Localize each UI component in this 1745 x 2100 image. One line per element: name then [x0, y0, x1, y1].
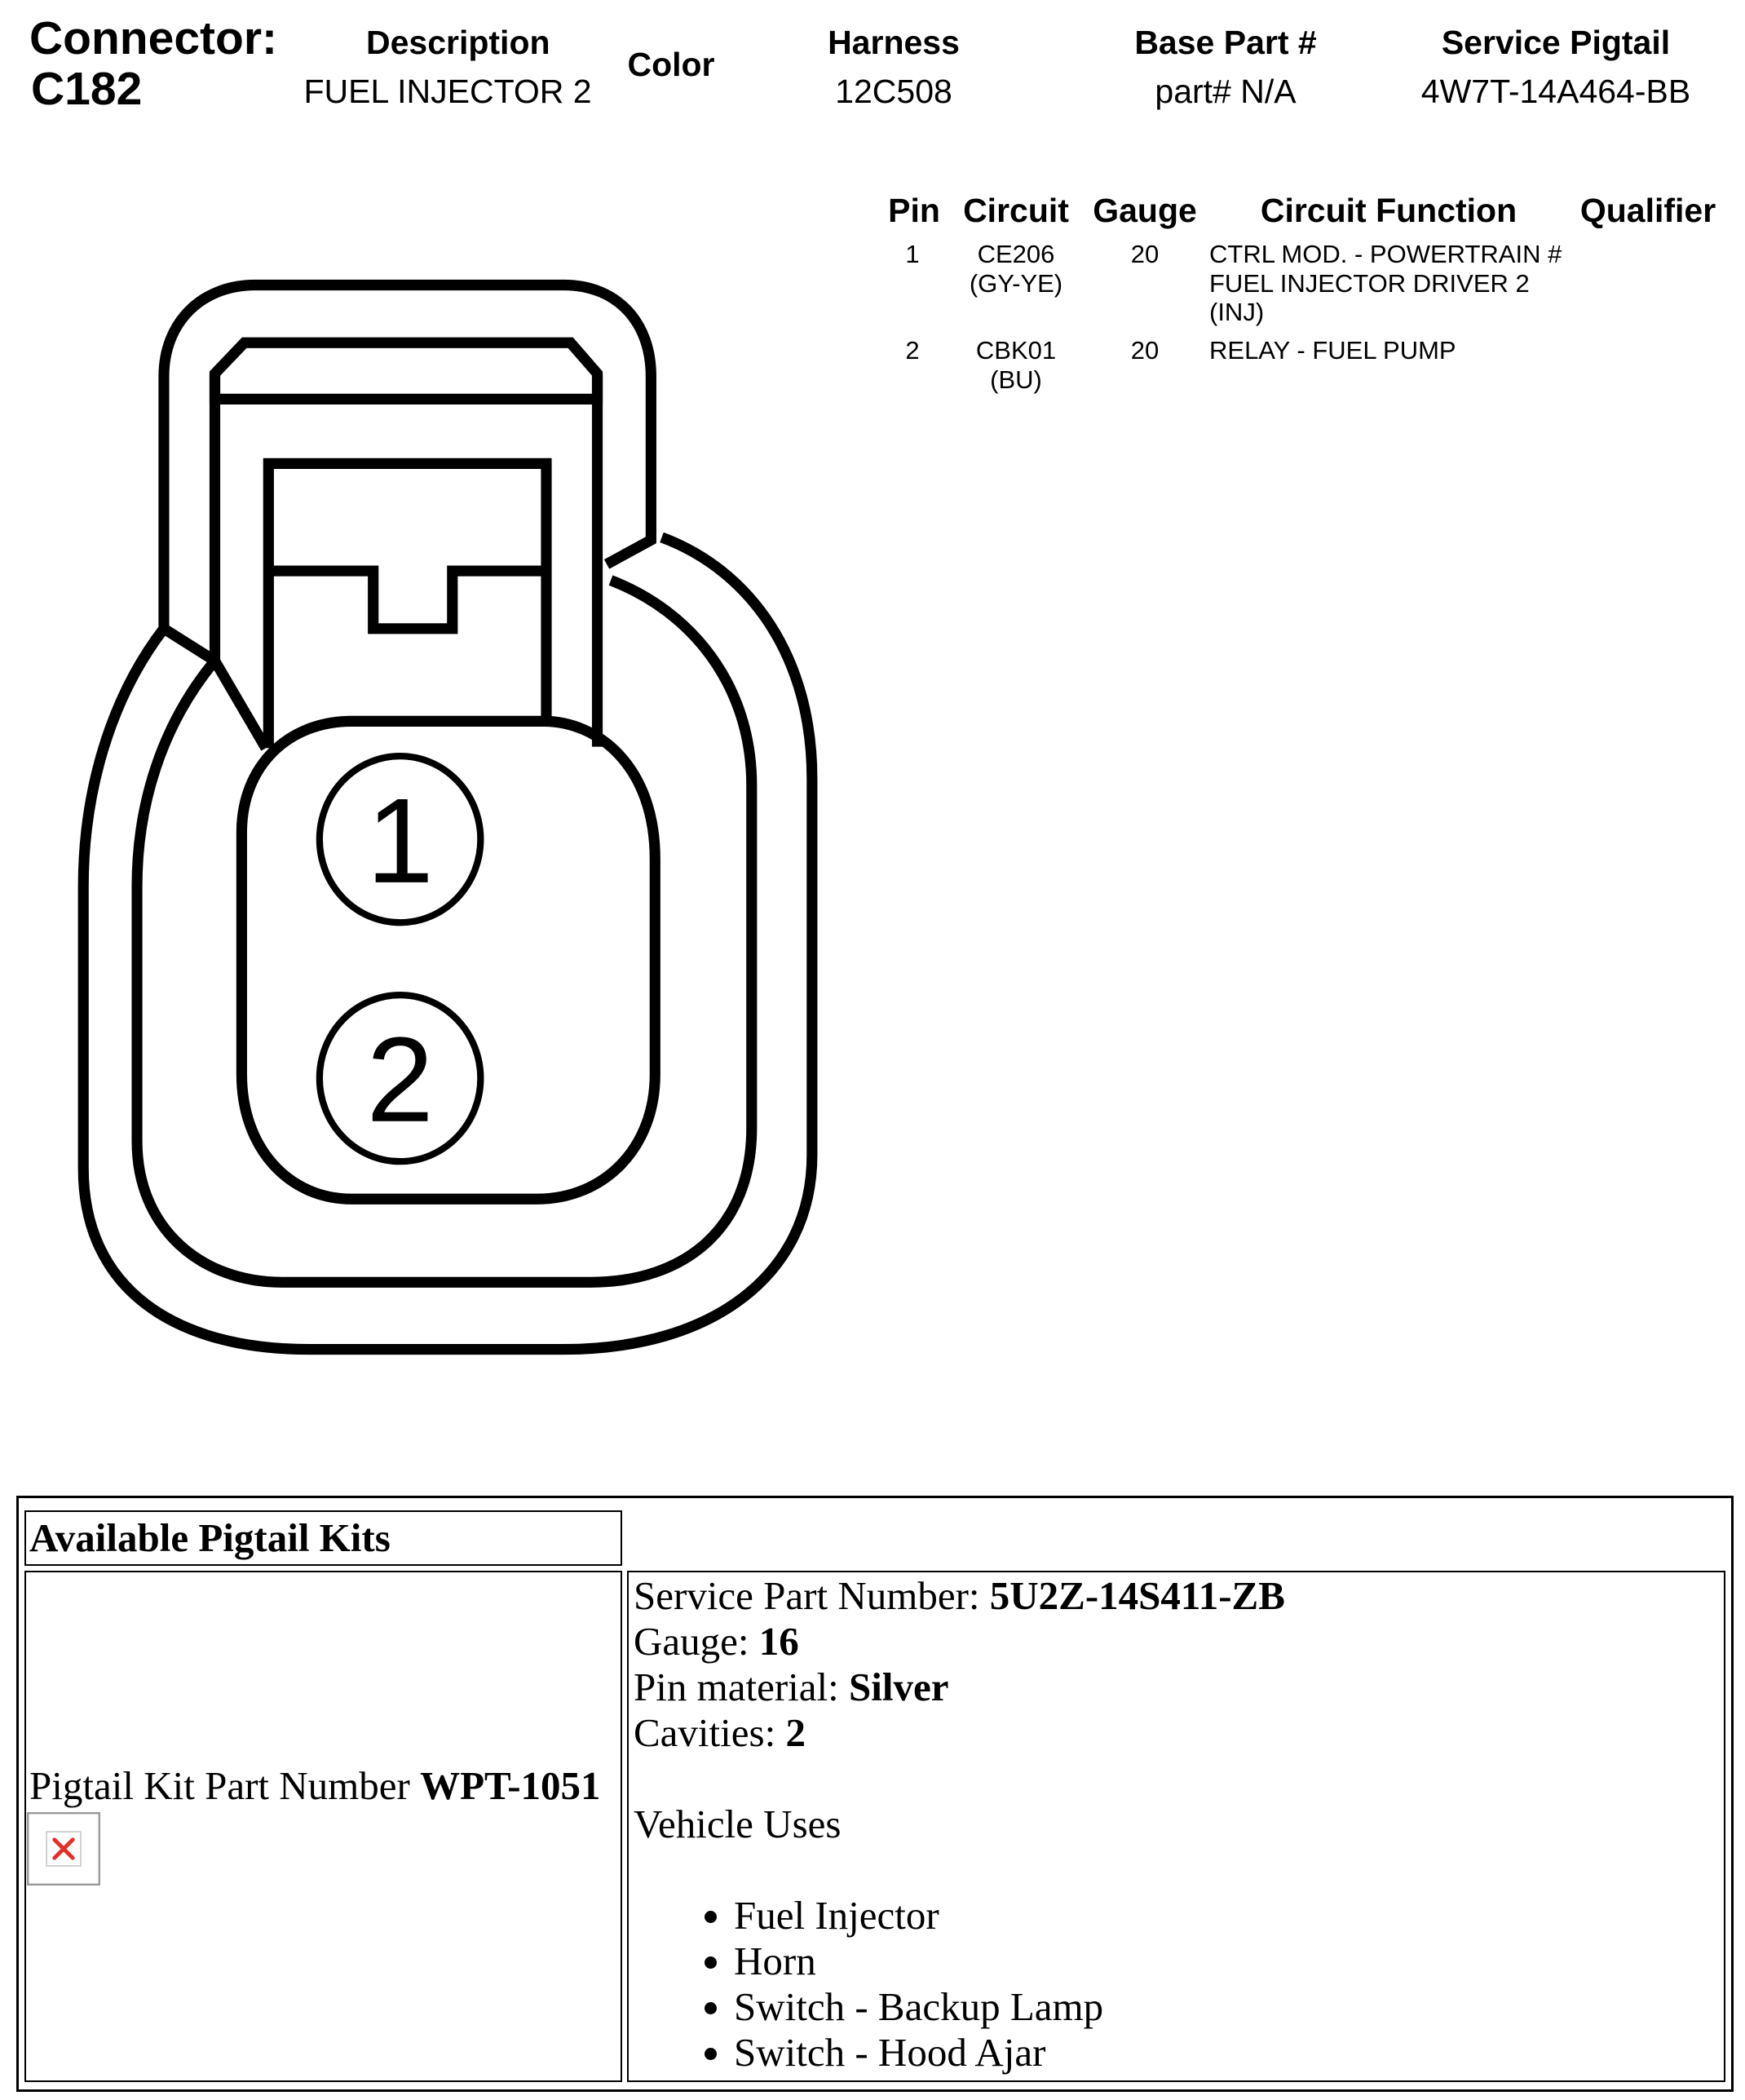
list-item: • Switch - Backup Lamp — [734, 1984, 1285, 2030]
color-label: Color — [627, 46, 715, 83]
gauge-value: 16 — [758, 1619, 799, 1664]
pigtail-kit-label: Pigtail Kit Part Number — [29, 1763, 410, 1808]
circuit-column-header: Circuit — [963, 192, 1069, 229]
pin-number: 1 — [905, 240, 920, 268]
base-part-value: part# N/A — [1155, 73, 1297, 110]
cavity-1-label: 1 — [366, 773, 434, 909]
vehicle-uses-heading: Vehicle Uses — [634, 1802, 842, 1846]
pin-column-header: Pin — [888, 192, 940, 229]
circuit-cell — [959, 240, 1073, 298]
circuit-function-line: RELAY - FUEL PUMP — [1209, 336, 1456, 365]
wire-color: (BU) — [990, 365, 1042, 394]
description-value: FUEL INJECTOR 2 — [303, 73, 592, 110]
description-label: Description — [366, 24, 550, 61]
list-item: • Horn — [734, 1939, 1285, 1984]
circuit-id: CE206 — [977, 240, 1055, 268]
shell-left-joint — [164, 629, 215, 661]
vehicle-uses-list — [634, 1893, 1285, 2076]
pigtail-kits-title-cell — [24, 1510, 622, 1566]
harness-value: 12C508 — [835, 73, 952, 110]
wire-color: (GY-YE) — [969, 268, 1063, 298]
harness-label: Harness — [828, 24, 960, 61]
list-item: • Switch - Hood Ajar — [734, 2030, 1285, 2076]
gauge-line — [634, 1619, 1285, 1665]
cavities-value: 2 — [785, 1710, 806, 1755]
service-pigtail-label: Service Pigtail — [1441, 24, 1671, 61]
pigtail-kits-title: Available Pigtail Kits — [29, 1515, 391, 1560]
gauge-label: Gauge: — [634, 1619, 749, 1664]
pigtail-kit-number: WPT-1051 — [420, 1763, 601, 1808]
service-part-label: Service Part Number: — [634, 1573, 980, 1618]
circuit-function-column-header: Circuit Function — [1260, 192, 1517, 229]
pigtail-kit-part-number — [29, 1763, 601, 1809]
latch-left-side — [214, 374, 266, 748]
latch-window — [268, 463, 546, 748]
cavity-insert — [241, 721, 655, 1199]
circuit-cell — [959, 336, 1073, 394]
circuit-function-line: CTRL MOD. - POWERTRAIN # — [1209, 240, 1562, 268]
cavity-2-label: 2 — [366, 1012, 434, 1147]
pigtail-spec-cell — [627, 1571, 1725, 2082]
pin-material-line — [634, 1665, 1285, 1710]
base-part-label: Base Part # — [1134, 24, 1317, 61]
circuit-function-cell — [1209, 240, 1562, 327]
broken-image-icon — [27, 1812, 100, 1886]
connector-face-diagram — [54, 255, 846, 1383]
connector-label: Connector: — [29, 12, 277, 64]
circuit-function-cell — [1209, 336, 1456, 365]
cavities-line — [634, 1710, 1285, 1756]
pin-material-value: Silver — [849, 1665, 949, 1709]
list-item: • Fuel Injector — [734, 1893, 1285, 1939]
connector-latch-cap — [164, 285, 651, 628]
latch-window-notch — [268, 571, 546, 629]
gauge-cell: 20 — [1130, 240, 1160, 268]
cavities-label: Cavities: — [634, 1710, 776, 1755]
gauge-cell: 20 — [1130, 336, 1160, 365]
connector-id: C182 — [31, 63, 143, 115]
circuit-function-line: FUEL INJECTOR DRIVER 2 — [1209, 268, 1530, 298]
connector-outer-shell — [83, 537, 812, 1350]
service-pigtail-value: 4W7T-14A464-BB — [1420, 73, 1691, 110]
pigtail-kit-cell — [24, 1571, 622, 2082]
gauge-column-header: Gauge — [1093, 192, 1197, 229]
pigtail-spec-list — [634, 1573, 1285, 2076]
service-part-number-line — [634, 1573, 1285, 1619]
pin-material-label: Pin material: — [634, 1665, 839, 1709]
circuit-id: CBK01 — [975, 336, 1057, 365]
pin-number: 2 — [905, 336, 920, 365]
service-part-number: 5U2Z-14S411-ZB — [989, 1573, 1285, 1618]
qualifier-column-header: Qualifier — [1579, 192, 1716, 229]
circuit-function-line: (INJ) — [1209, 298, 1265, 326]
